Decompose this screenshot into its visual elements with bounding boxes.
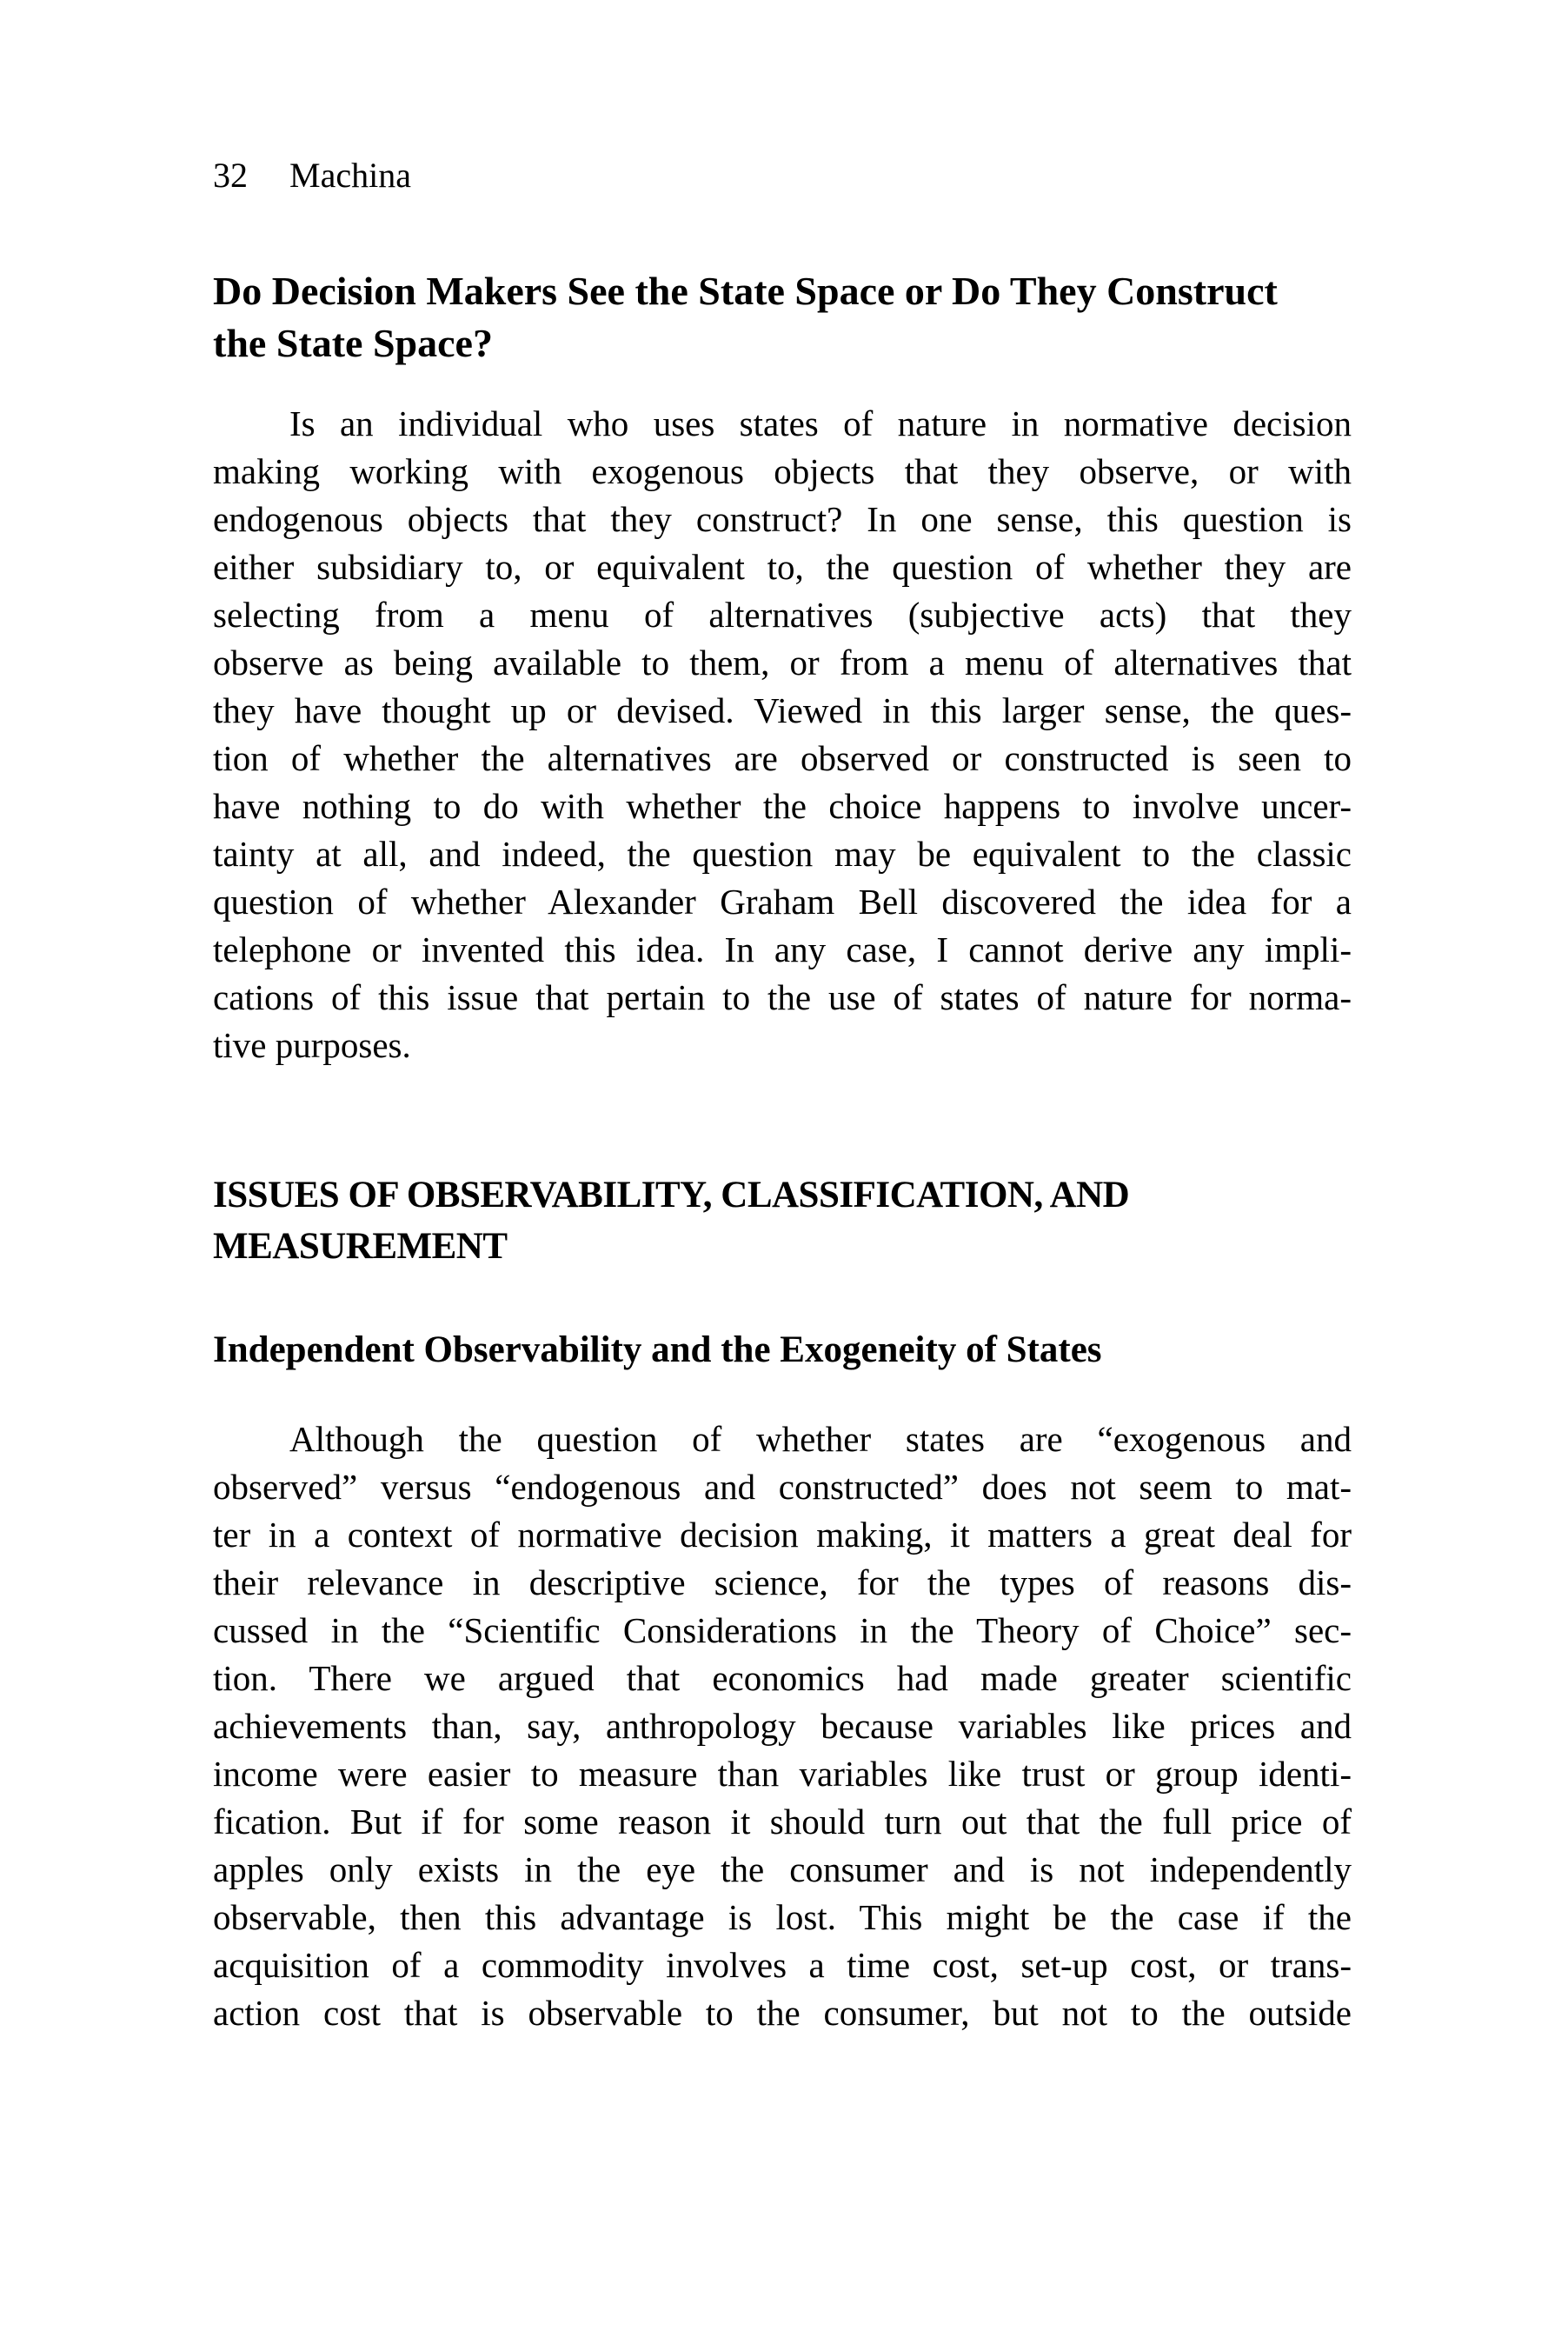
text-line: their relevance in descriptive science, for the types of reasons dis- bbox=[213, 1562, 1352, 1602]
section-heading-line-2: MEASUREMENT bbox=[213, 1226, 508, 1267]
text-line: observe as being available to them, or from a menu of alternatives that bbox=[213, 643, 1352, 683]
text-line: action cost that is observable to the consumer, but not to the outside bbox=[213, 1993, 1352, 2033]
section-heading-line-1: ISSUES OF OBSERVABILITY, CLASSIFICATION, AND bbox=[213, 1175, 1130, 1215]
text-line: either subsidiary to, or equivalent to, the question of whether they are bbox=[213, 547, 1352, 587]
text-line: have nothing to do with whether the choice happens to involve uncer- bbox=[213, 786, 1352, 826]
chapter-heading-line-1: Do Decision Makers See the State Space or Do They Construct bbox=[213, 269, 1278, 313]
text-line: fication. But if for some reason it should turn out that the full price of bbox=[213, 1802, 1352, 1842]
text-line: acquisition of a commodity involves a time cost, set-up cost, or trans- bbox=[213, 1945, 1352, 1985]
running-header bbox=[213, 157, 411, 195]
running-head-title: Machina bbox=[289, 156, 411, 195]
text-line: tion of whether the alternatives are observed or constructed is seen to bbox=[213, 738, 1352, 778]
text-line: tion. There we argued that economics had made greater scientific bbox=[213, 1658, 1352, 1698]
text-line: Although the question of whether states are “exogenous and bbox=[289, 1419, 1352, 1459]
paragraph-2 bbox=[213, 1415, 1352, 2037]
text-line: tive purposes. bbox=[213, 1025, 411, 1065]
text-line: income were easier to measure than variables like trust or group identi- bbox=[213, 1754, 1352, 1794]
text-line: question of whether Alexander Graham Bell discovered the idea for a bbox=[213, 882, 1352, 922]
text-line: Is an individual who uses states of nature in normative decision bbox=[289, 403, 1352, 443]
text-line: they have thought up or devised. Viewed in this larger sense, the ques- bbox=[213, 690, 1352, 730]
text-line: apples only exists in the eye the consumer and is not independently bbox=[213, 1849, 1352, 1889]
text-line: endogenous objects that they construct? In one sense, this question is bbox=[213, 499, 1352, 539]
page-number: 32 bbox=[213, 156, 248, 195]
text-line: observed” versus “endogenous and constructed” does not seem to mat- bbox=[213, 1467, 1352, 1507]
text-line: cussed in the “Scientific Considerations in the Theory of Choice” sec- bbox=[213, 1610, 1352, 1650]
text-line: cations of this issue that pertain to the use of states of nature for norma- bbox=[213, 977, 1352, 1017]
text-line: tainty at all, and indeed, the question may be equivalent to the classic bbox=[213, 834, 1352, 874]
text-line: observable, then this advantage is lost. This might be the case if the bbox=[213, 1897, 1352, 1937]
chapter-heading-line-2: the State Space? bbox=[213, 321, 493, 365]
text-line: selecting from a menu of alternatives (subjective acts) that they bbox=[213, 595, 1352, 635]
section-heading bbox=[213, 1169, 1129, 1272]
subsection-heading: Independent Observability and the Exogeneity of States bbox=[213, 1329, 1102, 1370]
paragraph-1 bbox=[213, 400, 1352, 1069]
text-line: telephone or invented this idea. In any case, I cannot derive any impli- bbox=[213, 929, 1352, 969]
text-line: achievements than, say, anthropology because variables like prices and bbox=[213, 1706, 1352, 1746]
text-line: making working with exogenous objects that they observe, or with bbox=[213, 451, 1352, 491]
chapter-heading bbox=[213, 265, 1278, 370]
text-line: ter in a context of normative decision making, it matters a great deal for bbox=[213, 1515, 1352, 1555]
